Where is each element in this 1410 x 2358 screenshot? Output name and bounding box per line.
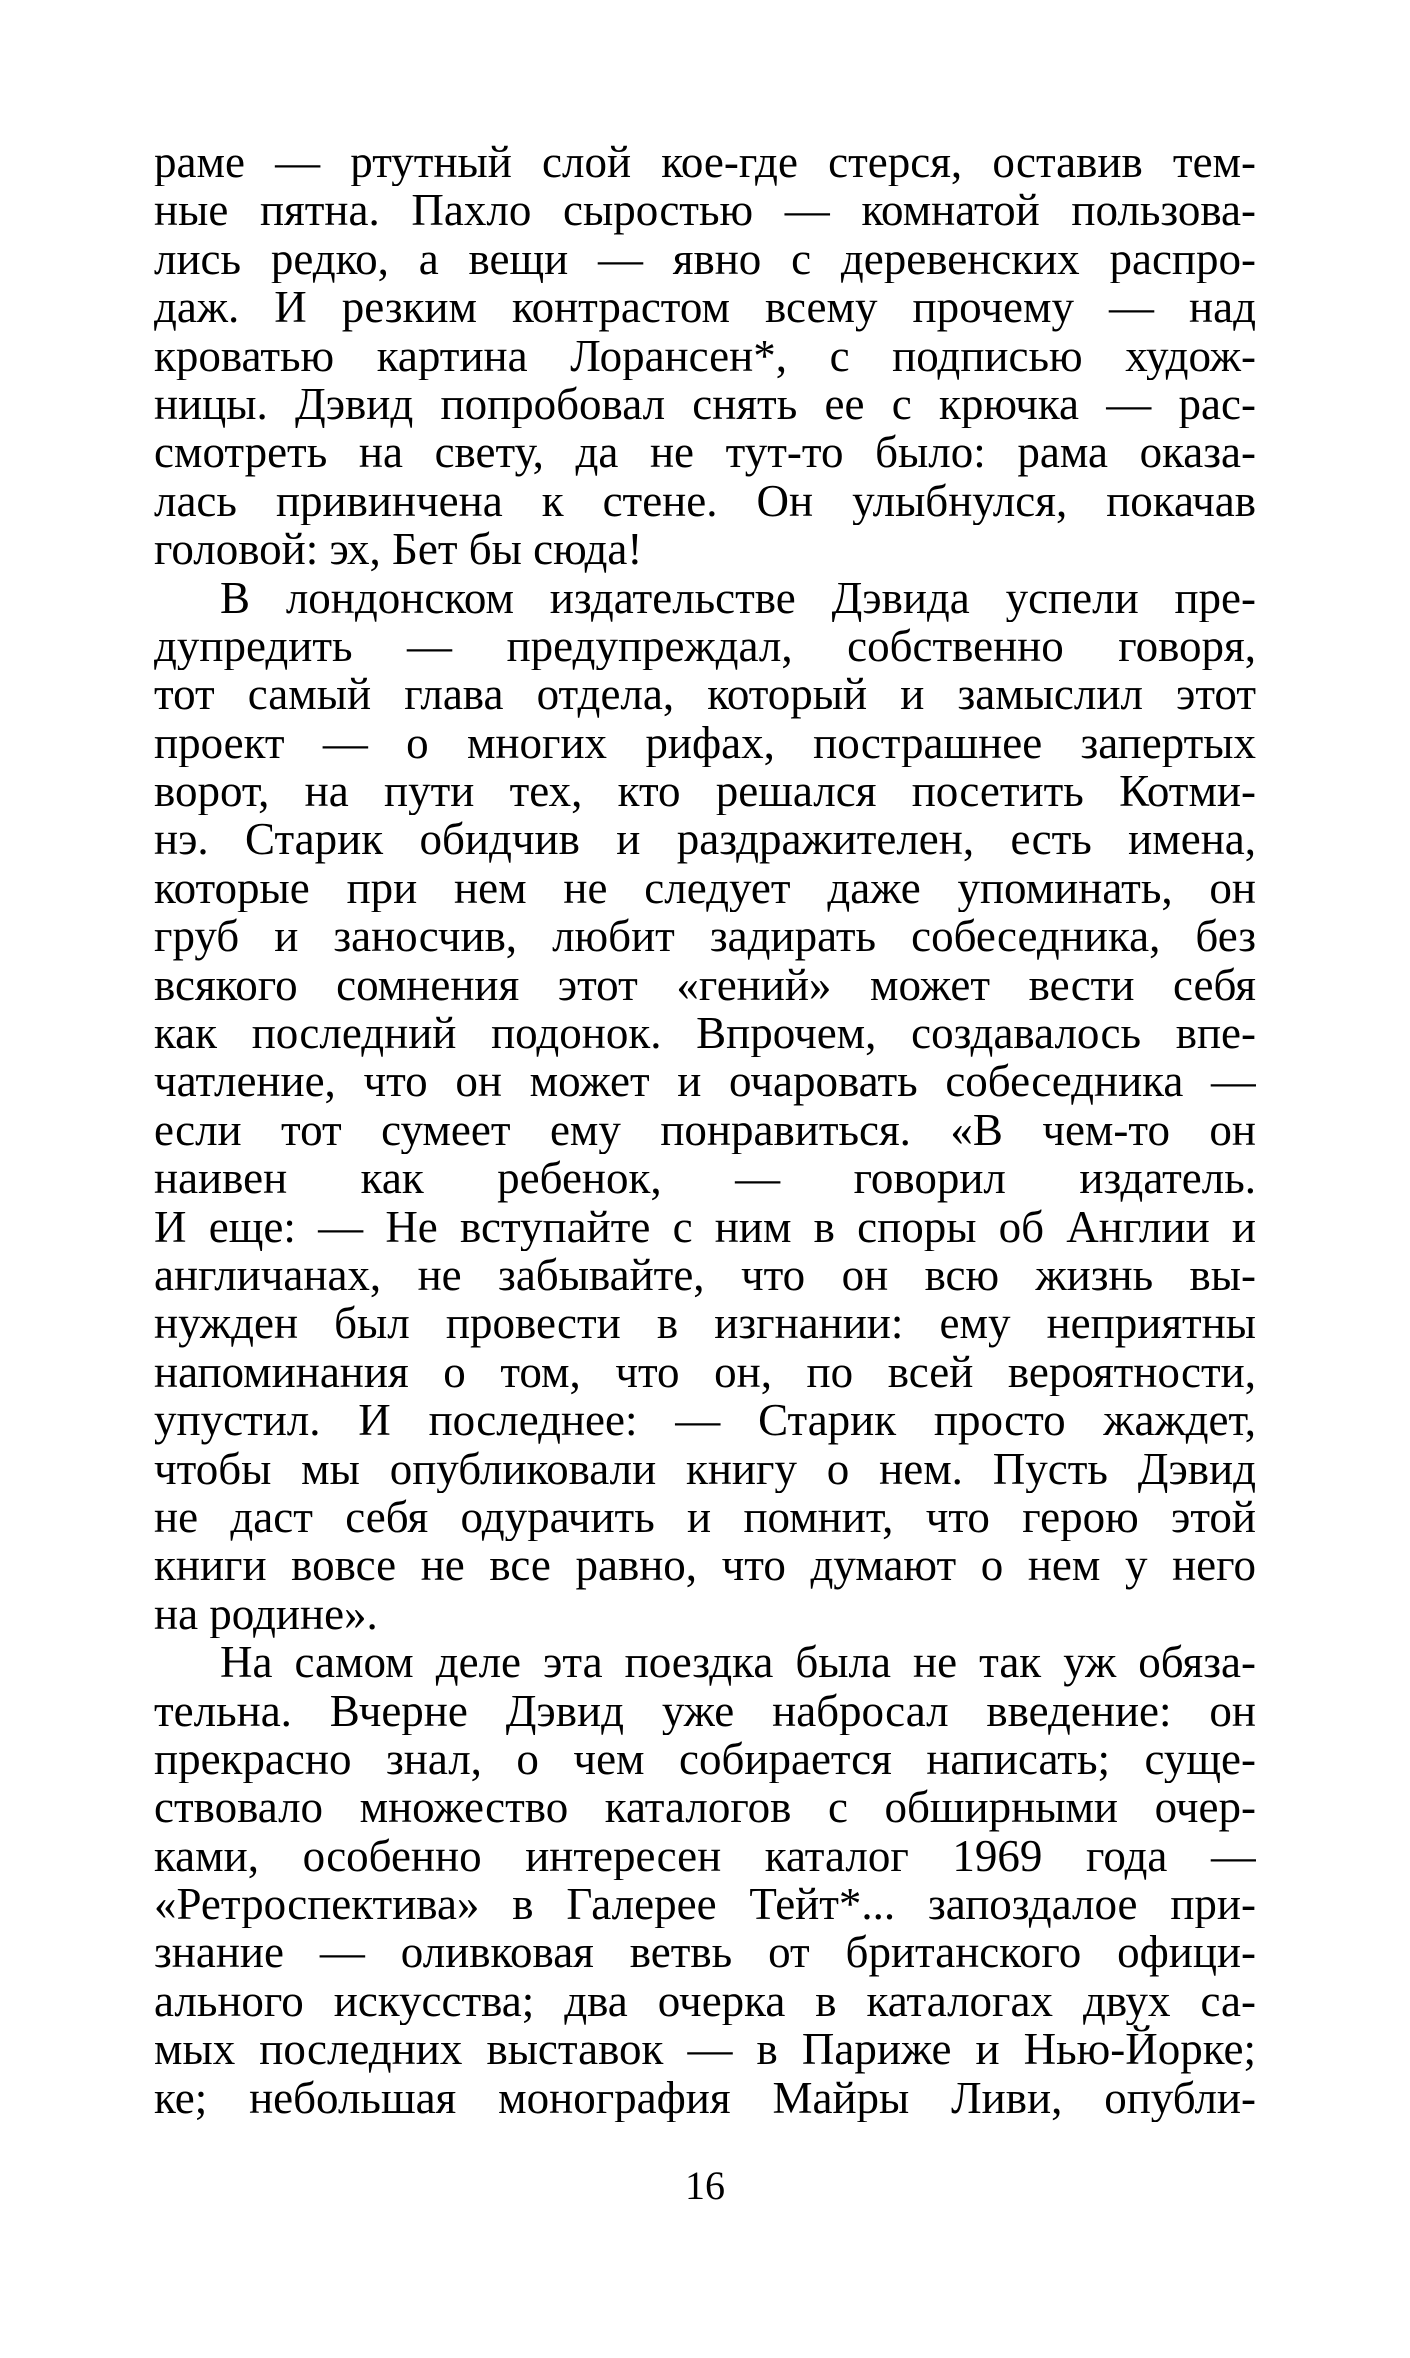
text-line: книги вовсе не все равно, что думают о нем у него (154, 1541, 1256, 1590)
text-line: И еще: — Не вступайте с ним в споры об Англии и (154, 1202, 1256, 1251)
text-line: мых последних выставок — в Париже и Нью-Йорке; (154, 2025, 1256, 2074)
text-line: которые при нем не следует даже упоминать, он (154, 863, 1256, 913)
text-line: ками, особенно интересен каталог 1969 года — (154, 1831, 1256, 1881)
text-line: упустил. И последнее: — Старик просто жаждет, (154, 1396, 1256, 1445)
text-line: знание — оливковая ветвь от британского офици- (154, 1928, 1256, 1977)
text-line: нужден был провести в изгнании: ему неприятны (154, 1299, 1256, 1348)
text-line: нэ. Старик обидчив и раздражителен, есть имена, (154, 815, 1256, 864)
text-line: ницы. Дэвид попробовал снять ее с крючка — рас- (154, 379, 1256, 429)
text-line: чтобы мы опубликовали книгу о нем. Пусть Дэвид (154, 1444, 1256, 1493)
text-line: лась привинчена к стене. Он улыбнулся, покачав (154, 476, 1256, 526)
text-line: не даст себя одурачить и помнит, что герою этой (154, 1492, 1256, 1542)
text-line: На самом деле эта поездка была не так уж обяза- (220, 1638, 1256, 1687)
text-line: как последний подонок. Впрочем, создавалось впе- (154, 1009, 1256, 1058)
text-line: англичанах, не забывайте, что он всю жизнь вы- (154, 1250, 1256, 1300)
text-line: дупредить — предупреждал, собственно говоря, (154, 621, 1256, 671)
text-line: тельна. Вчерне Дэвид уже набросал введение: он (154, 1686, 1256, 1735)
text-line: прекрасно знал, о чем собирается написать; суще- (154, 1734, 1256, 1784)
text-line: наивен как ребенок, — говорил издатель. (154, 1154, 1256, 1203)
text-line: лись редко, а вещи — явно с деревенских распро- (154, 234, 1256, 284)
text-line: ные пятна. Пахло сыростью — комнатой пользова- (154, 186, 1256, 235)
text-line: ствовало множество каталогов с обширными очер- (154, 1783, 1256, 1832)
text-line: проект — о многих рифах, пострашнее запертых (154, 718, 1256, 768)
text-line: ке; небольшая монография Майры Ливи, опубли- (154, 2073, 1256, 2123)
text-line: если тот сумеет ему понравиться. «В чем-то он (154, 1105, 1256, 1155)
text-line: чатление, что он может и очаровать собеседника — (154, 1057, 1256, 1106)
page-number: 16 (685, 2163, 725, 2208)
text-line: груб и заносчив, любит задирать собеседника, без (154, 912, 1256, 961)
text-line: смотреть на свету, да не тут-то было: рама оказа- (154, 428, 1256, 477)
text-line: даж. И резким контрастом всему прочему — над (154, 283, 1256, 332)
text-line: на родине». (154, 1589, 378, 1639)
text-line: тот самый глава отдела, который и замыслил этот (154, 670, 1256, 719)
body-text (154, 138, 1256, 2122)
text-line: ворот, на пути тех, кто решался посетить Котми- (154, 767, 1256, 816)
text-line: кроватью картина Лорансен*, с подписью худож- (154, 331, 1256, 380)
text-line: «Ретроспектива» в Галерее Тейт*... запоздалое при- (154, 1880, 1256, 1929)
text-line: напоминания о том, что он, по всей вероятности, (154, 1347, 1256, 1397)
text-line: всякого сомнения этот «гений» может вести себя (154, 960, 1256, 1010)
text-line: В лондонском издательстве Дэвида успели пре- (220, 573, 1256, 622)
text-line: ального искусства; два очерка в каталогах двух са- (154, 1976, 1256, 2026)
text-line: головой: эх, Бет бы сюда! (154, 525, 643, 574)
text-line: раме — ртутный слой кое-где стерся, оставив тем- (154, 138, 1256, 187)
